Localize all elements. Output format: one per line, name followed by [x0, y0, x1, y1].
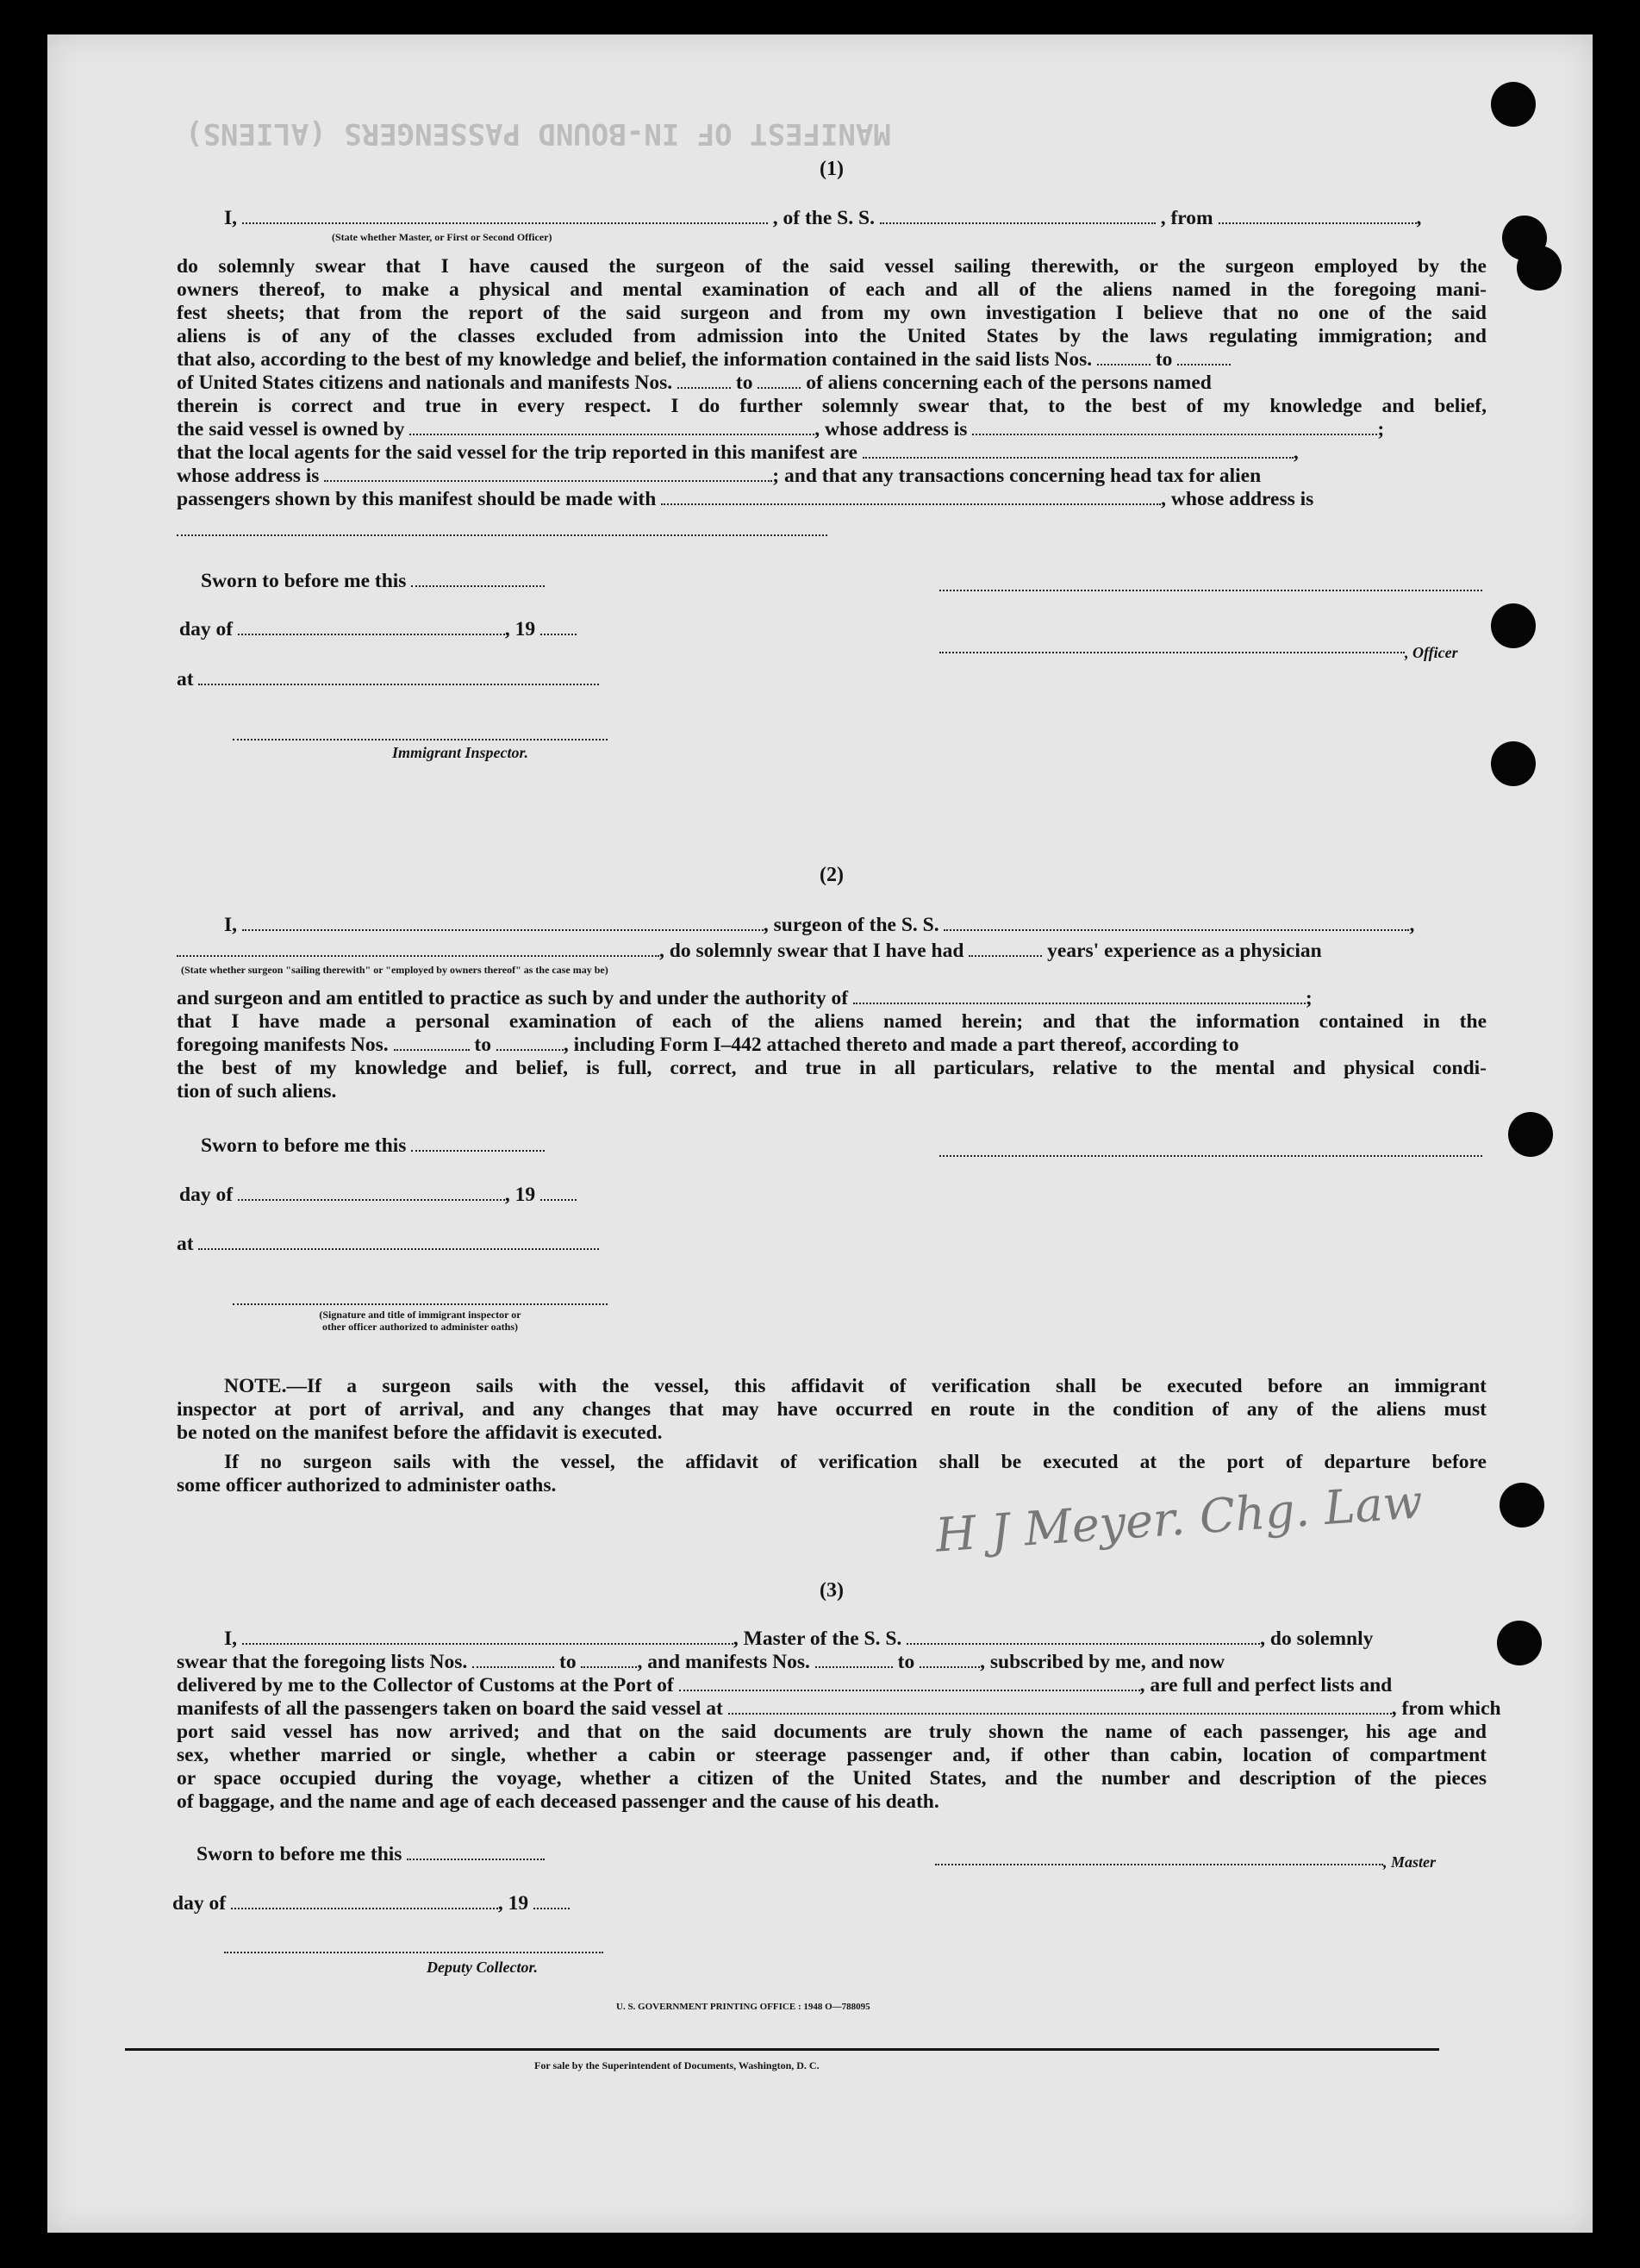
vessel-name-field[interactable] — [944, 914, 1409, 931]
s2-line-1 — [224, 914, 1487, 936]
text: Sworn to before me this — [196, 1843, 402, 1865]
text: delivered by me to the Collector of Customs at the Port of — [177, 1674, 674, 1696]
embarkation-port-field[interactable] — [728, 1697, 1392, 1715]
text: , do solemnly — [1260, 1628, 1374, 1650]
text: , — [1293, 441, 1299, 464]
master-label: , Master — [1383, 1853, 1437, 1871]
sworn-date-field[interactable] — [411, 570, 545, 587]
day-of-field[interactable] — [238, 1184, 505, 1201]
text: to — [897, 1651, 915, 1673]
text: , whose address is — [1161, 488, 1314, 510]
caption-line: (Signature and title of immigrant inspector or — [319, 1309, 521, 1321]
handwritten-note: H J Meyer. Chg. Law — [933, 1474, 1425, 1563]
text: ; — [1377, 418, 1385, 440]
field-caption: (State whether surgeon "sailing therewith" or "employed by owners thereof" as the case may be) — [181, 964, 608, 976]
note-line-1 — [177, 1375, 1487, 1397]
manifests-to-field[interactable] — [496, 1034, 564, 1051]
vessel-name-field[interactable] — [880, 207, 1156, 224]
manifests-from-field[interactable] — [815, 1651, 893, 1668]
text: , subscribed by me, and now — [980, 1651, 1225, 1673]
text: , 19 — [504, 1184, 536, 1206]
sworn-place-field[interactable] — [198, 668, 599, 685]
text: that also, according to the best of my knowledge and belief, the information contained in the said lists Nos. — [177, 348, 1093, 371]
sworn-place-field[interactable] — [198, 1233, 599, 1250]
s2-day — [179, 1184, 1487, 1206]
form-page — [47, 34, 1593, 2233]
sworn-date-field[interactable] — [407, 1843, 545, 1860]
year-field[interactable] — [540, 618, 577, 635]
s2-line-4: that I have made a personal examination of each of the aliens named herein; and that the information contained in the — [177, 1010, 1487, 1033]
s2-line-5 — [177, 1034, 1487, 1056]
s3-line-7: or space occupied during the voyage, whether a citizen of the United States, and the number and description of the pieces — [177, 1767, 1487, 1790]
text: , from — [1160, 207, 1213, 229]
printing-office-line: U. S. GOVERNMENT PRINTING OFFICE : 1948 O—788095 — [616, 2002, 870, 2012]
text: of aliens concerning each of the persons named — [806, 372, 1212, 394]
text: , surgeon of the S. S. — [763, 914, 939, 936]
section-number: (3) — [820, 1579, 844, 1602]
text: at — [177, 668, 194, 690]
s1-line-8: therein is correct and true in every respect. I do further solemnly swear that, to the best of my knowledge and belief, — [177, 395, 1487, 417]
s3-line-2 — [177, 1651, 1487, 1673]
punch-hole — [1497, 1621, 1542, 1665]
text: to — [735, 372, 753, 394]
punch-hole — [1508, 1112, 1553, 1157]
s3-line-6: sex, whether married or single, whether a cabin or steerage passenger and, if other than cabin, location of compartment — [177, 1744, 1487, 1766]
inspector-label: Immigrant Inspector. — [392, 744, 529, 761]
note-line-5: some officer authorized to administer oaths. — [177, 1474, 557, 1496]
text: at — [177, 1233, 194, 1255]
s1-line-12 — [177, 488, 1487, 510]
punch-hole — [1500, 1483, 1544, 1528]
s2-line-3 — [177, 987, 1487, 1009]
text: manifests of all the passengers taken on board the said vessel at — [177, 1697, 723, 1720]
footer-rule — [125, 2048, 1439, 2051]
s3-line-8: of baggage, and the name and age of each deceased passenger and the cause of his death. — [177, 1790, 939, 1813]
text: years' experience as a physician — [1047, 940, 1322, 962]
text: passengers shown by this manifest should be made with — [177, 488, 657, 510]
lists-from-field[interactable] — [472, 1651, 554, 1668]
local-agents-field[interactable] — [863, 441, 1294, 459]
s1-line-3: owners thereof, to make a physical and mental examination of each and all of the aliens named in the foregoing mani- — [177, 278, 1487, 301]
s3-line-3 — [177, 1674, 1487, 1696]
field-caption: (State whether Master, or First or Second Officer) — [332, 231, 552, 243]
owner-field[interactable] — [409, 418, 814, 435]
departure-port-field[interactable] — [1219, 207, 1417, 224]
s1-line-4: fest sheets; that from the report of the said surgeon and from my own investigation I believe that no one of the said — [177, 302, 1487, 324]
text: , from which — [1391, 1697, 1501, 1720]
note-line-4: If no surgeon sails with the vessel, the affidavit of verification shall be executed at the port of departure before — [224, 1451, 1487, 1473]
surgeon-name-field[interactable] — [242, 914, 764, 931]
manifests-to-field[interactable] — [920, 1651, 980, 1668]
s1-line-9 — [177, 418, 1487, 440]
s3-line-1 — [224, 1628, 1487, 1650]
s1-at — [177, 668, 1487, 690]
s1-line-6 — [177, 348, 1487, 371]
owner-address-field[interactable] — [972, 418, 1377, 435]
s2-line-7: tion of such aliens. — [177, 1080, 337, 1103]
text: Sworn to before me this — [201, 1134, 407, 1157]
signature-caption — [233, 1309, 608, 1333]
text: that the local agents for the said vessel for the trip reported in this manifest are — [177, 441, 857, 464]
sale-notice: For sale by the Superintendent of Documents, Washington, D. C. — [534, 2059, 820, 2071]
punch-hole — [1491, 741, 1536, 786]
agents-address-field[interactable] — [324, 465, 772, 482]
lists-from-field[interactable] — [1097, 348, 1150, 366]
head-tax-party-field[interactable] — [661, 488, 1161, 505]
text: —If a surgeon sails with the vessel, this affidavit of verification shall be executed before an immigrant — [286, 1375, 1487, 1397]
section-number: (2) — [820, 864, 844, 886]
deputy-collector-label: Deputy Collector. — [427, 1959, 538, 1976]
text: swear that the foregoing lists Nos. — [177, 1651, 468, 1673]
text: day of — [179, 1184, 234, 1206]
text: ; and that any transactions concerning head tax for alien — [772, 465, 1262, 487]
years-experience-field[interactable] — [969, 940, 1042, 957]
s3-day — [172, 1892, 1487, 1915]
text: , and manifests Nos. — [637, 1651, 810, 1673]
manifests-from-field[interactable] — [394, 1034, 470, 1051]
administering-officer-signature-line[interactable] — [233, 1302, 608, 1305]
text: , do solemnly swear that I have had — [659, 940, 964, 962]
text: , are full and perfect lists and — [1139, 1674, 1393, 1696]
text: ; — [1305, 987, 1313, 1009]
manifests-from-field[interactable] — [677, 372, 731, 389]
caption-line: other officer authorized to administer oaths) — [322, 1321, 518, 1333]
address-continuation-field[interactable] — [177, 533, 827, 536]
punch-hole — [1491, 603, 1536, 648]
text: and surgeon and am entitled to practice as such by and under the authority of — [177, 987, 849, 1009]
day-of-field[interactable] — [231, 1892, 498, 1909]
year-field[interactable] — [533, 1892, 570, 1909]
section-number: (1) — [820, 158, 844, 180]
note-label: NOTE. — [224, 1375, 287, 1397]
s2-line-6: the best of my knowledge and belief, is full, correct, and true in all particulars, relative to the mental and physical condi- — [177, 1057, 1487, 1079]
text: , Master of the S. S. — [733, 1628, 902, 1650]
officer-label: , Officer — [1405, 644, 1458, 661]
text: , — [1416, 207, 1422, 229]
note-line-3: be noted on the manifest before the affidavit is executed. — [177, 1421, 663, 1444]
master-name-field[interactable] — [242, 1628, 733, 1645]
text: to — [1155, 348, 1173, 371]
master-signature-line[interactable] — [935, 1862, 1383, 1865]
surgeon-status-field[interactable] — [177, 940, 659, 957]
text: to — [559, 1651, 577, 1673]
text: , whose address is — [814, 418, 968, 440]
text: the said vessel is owned by — [177, 418, 405, 440]
officer-title-line[interactable] — [939, 650, 1405, 653]
year-field[interactable] — [540, 1184, 577, 1201]
s2-at — [177, 1233, 1487, 1255]
punch-hole — [1517, 246, 1562, 291]
s3-line-4 — [177, 1697, 1501, 1720]
authority-field[interactable] — [853, 987, 1306, 1004]
text: I, — [224, 1628, 238, 1650]
vessel-name-field[interactable] — [907, 1628, 1260, 1645]
text: , 19 — [497, 1892, 529, 1915]
text: , — [1409, 914, 1415, 936]
s1-line-10 — [177, 441, 1487, 464]
text: , of the S. S. — [772, 207, 875, 229]
s1-day — [179, 618, 1487, 640]
text: to — [474, 1034, 491, 1056]
lists-to-field[interactable] — [581, 1651, 637, 1668]
text: I, — [224, 914, 238, 936]
s1-line-7 — [177, 372, 1487, 394]
text: , 19 — [504, 618, 536, 640]
collector-signature-line[interactable] — [224, 1950, 603, 1953]
s1-line-1 — [224, 207, 1487, 229]
s1-line-5: aliens is of any of the classes excluded from admission into the United States by the laws regulating immigration; and — [177, 325, 1487, 347]
inspector-signature-line[interactable] — [233, 737, 608, 740]
note-line-2: inspector at port of arrival, and any changes that may have occurred en route in the condition of any of the aliens must — [177, 1398, 1487, 1421]
manifests-to-field[interactable] — [758, 372, 801, 389]
text: of United States citizens and nationals and manifests Nos. — [177, 372, 673, 394]
officer-signature-line[interactable] — [939, 588, 1482, 591]
sworn-date-field[interactable] — [411, 1134, 545, 1152]
s1-line-2: do solemnly swear that I have caused the surgeon of the said vessel sailing therewith, or the surgeon employed by the — [177, 255, 1487, 278]
text: Sworn to before me this — [201, 570, 407, 592]
officer-rank-field[interactable] — [242, 207, 768, 224]
s3-line-5: port said vessel has now arrived; and that on the said documents are truly shown the name of each passenger, his age and — [177, 1721, 1487, 1743]
text: whose address is — [177, 465, 320, 487]
s2-line-2 — [177, 940, 1487, 962]
text: foregoing manifests Nos. — [177, 1034, 389, 1056]
text: day of — [179, 618, 234, 640]
text: day of — [172, 1892, 227, 1915]
text: , including Form I–442 attached thereto and made a part thereof, according to — [563, 1034, 1239, 1056]
day-of-field[interactable] — [238, 618, 505, 635]
port-field[interactable] — [679, 1674, 1140, 1691]
bleed-through-header: MANIFEST OF IN-BOUND PASSENGERS (ALIENS) — [185, 116, 891, 151]
surgeon-signature-line[interactable] — [939, 1153, 1482, 1157]
text: I, — [224, 207, 238, 229]
s1-line-11 — [177, 465, 1487, 487]
punch-hole — [1491, 82, 1536, 127]
lists-to-field[interactable] — [1177, 348, 1231, 366]
